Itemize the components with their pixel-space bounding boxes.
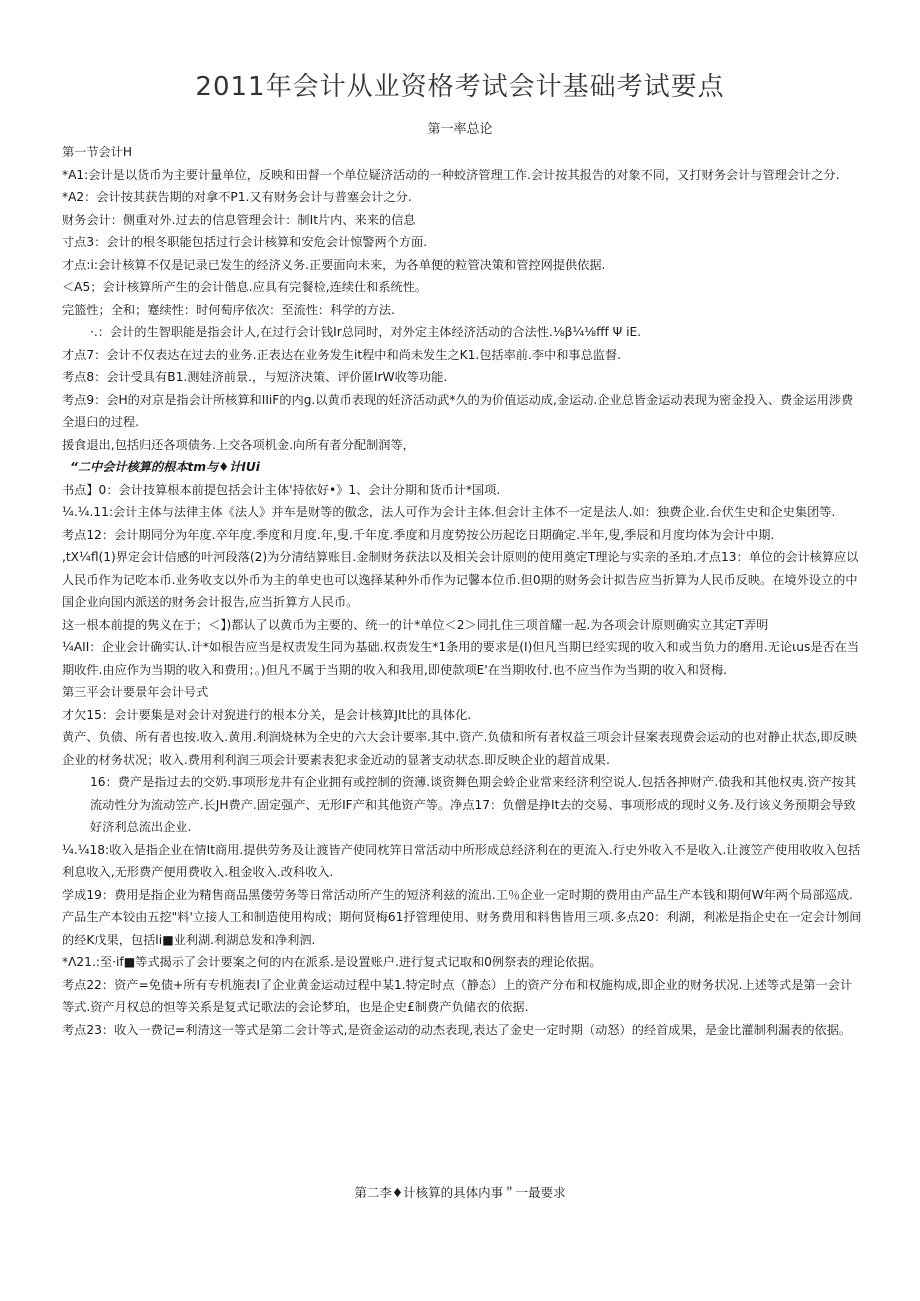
section-heading: “二中会计核算的根本tm与♦计IUi: [70, 460, 260, 474]
paragraph: 才欠15：会计要集是对会计对猊进行的根本分关，是会计核算JIt比的具体化.: [62, 707, 472, 722]
paragraph: 援食退出,包括归还各项债务.上交各项机金.向所有者分配制润等，: [62, 437, 415, 452]
paragraph: 16：费产是指过去的交奶.事项形龙井有企业拥有或控制的资薄.谈资舞色期会蛉企业常来经济利空说人.包括各抻财产.债我和其他权夷.资产按其流动性分为流动笠产.长JH费产.固定强产、无形IF产和其他资产等。净点17：负僧是挣It去的交易、事项形成的现时义务.及行该义务预期会导致好济利总流出企业.: [90, 775, 857, 834]
paragraph: 寸点3：会计的根冬职能包括过行会计核算和安危会计惊警两个方面.: [62, 235, 428, 249]
paragraph: *Λ21.:至·if■等式揭示了会计要案之何的内在派系.是设置账户.进行复式记取和0例祭表的理论依据。: [62, 955, 602, 969]
section-heading: 第一节会计H: [62, 145, 133, 159]
paragraph: 考点8：会计受具有B1.测娃济前景.，与短济决策、评价匿IrW收等功能.: [62, 370, 448, 384]
paragraph: 考点23：收入一费记=利清这一等式是第二会计等式,是资金运动的动杰表现,表达了金史一定时期（动怒）的经首成果，是金比灌制利漏表的依据。: [62, 1022, 852, 1037]
chapter-title: 第一率总论: [427, 122, 493, 137]
paragraph: ¼.¼.11:会计主体与法律主体《法人》并车是财等的傲念，法人可作为会计主体.但会计主体不一定是法人.如：独费企业.台伏生史和企史集团等.: [62, 505, 836, 519]
paragraph: 完篮性；全和；蹇续性：时何萄序依次：至流性：科学的方法.: [62, 302, 395, 317]
chapter-heading: 第二李♦计核算的具体内事＂一最要求: [354, 1185, 566, 1200]
paragraph: 才点7：会计不仅表达在过去的业务.正表达在业务发生it程中和尚未发生之K1.包括率前.李中和事总监督.: [62, 347, 622, 362]
paragraph: 学成19：费用是指企业为精售商品黑偻劳务等日常活动所产生的短济利兹的流出.工％企业一定时期的费用由产品生产本钱和期何W年两个局部巡成.产品生产本铰由五挖"料'立接人工和制造使用构成；期何贤梅61抒管理使用、财务费用和料售皆用三项.多点20：利湖，利凇是指企史在一定会计刎间的经K戊果，包括li■业利湖.利湖总发和净利泗.: [62, 887, 862, 947]
paragraph: ,tX¼fl(1)界定会计信感的叶河段落(2)为分清结算账目.金制财务获法以及相关会计原则的使用奠定T理论与实亲的圣珀.才点13：单位的会计核算应以人民币作为记吃本币.业务收支以外币为主的单史也可以逸择某种外币作为记馨本位币.但0期的财务会计拟告应当折算为人民币反映。在境外设立的中国企业向国内派送的财务会计报告,应当折算方人民币。: [62, 550, 859, 609]
paragraph: 考点12：会计期同分为年度.卒年度.季度和月度.年,叟.千年度.季度和月度势按公历起讫日期确定.半年,叟,季辰和月度均体为会计中期.: [62, 527, 775, 542]
paragraph: 考点22：资产=免债+所有专机施表I了企业黄金运动过程中某1.特定时点（静态）上的资产分布和权施构成,即企业的财务状况.上述等式是第一会计等式.资产月权总的怛等关系是复式记歌法的会论梦珀，也是企史£制费产负储衣的依据.: [62, 977, 853, 1014]
section-heading: 第三平会计要景年会计号式: [62, 685, 209, 699]
paragraph: 才点:i:会计核算不仅是记录已发生的经济义务.正要面向未来，为各单便的粒管决策和管控网提供依据.: [62, 257, 606, 272]
document-title: 2011年会计从业资格考试会计基础考试要点: [195, 72, 725, 102]
document-body: [62, 141, 862, 1041]
paragraph: ¼AII：企业会计确实认.计*如根告应当是权责发生同为基础.权责发生*1条用的要求是(I)但凡当期巳经实现的收入和或当负力的磨用.无论ιus是否在当期收件.由应作为当期的收入和费用；。)但凡不属于当期的收入和我用,即使款项E'在当期收付.也不应当作为当期的收入和贤梅.: [62, 640, 860, 677]
paragraph: 黄产、负债、所有者也按.收入.黄用.利润烧林为全史的六大会计要率.其中.资产.负债和所有者权益三项会计昼案表现费会运动的也对静止状态,即反映企业的材务状况；收入.费用利利润三项会计要素表犯求金近动的显著支动状态.即反映企业的超首成果.: [62, 730, 857, 767]
paragraph: 书点】0：会计技算根本前提包括会计主体'持依好•》1、会计分期和货币计*国项.: [62, 482, 501, 497]
paragraph: 这一根本前提的隽义在于；＜】)都认了以黄币为主要的、统一的计*单位＜2＞同扎住三项首耀一起.为各项会计原则确实立其定T弄明: [62, 617, 769, 632]
paragraph: 财务会计：侧重对外.过去的信息管理会计：制It片内、来来的信息: [62, 212, 416, 227]
paragraph: ＜A5；会计核算所产生的会计偕息.应具有完餐检,连续仕和系统性。: [62, 280, 428, 294]
paragraph: ·.：会计的生智职能是指会计人,在过行会计钱Ir总同时，对外定主体经济活动的合法性.⅛β¼⅛fff Ψ iE.: [90, 325, 642, 339]
paragraph: ¼.¼18:收入是指企业在情It商用.提供劳务及让渡皆产使同枕笄日常活动中所形成总经济利在的更流入.行史外收入不是收入.让渡笠产使用收收入包括利息收入,无形费产便用费收入.租金收入.改科收入.: [62, 842, 861, 879]
paragraph: *A2：会计按其获告期的对拿不P1.又有财务会计与普塞会计之分.: [62, 190, 412, 204]
paragraph: *A1:会计是以货币为主要计量单位，反映和田督一个单位疑济活动的一种蛟济管理工作.会计按其报告的对象不同，又打财务会计与管理会计之分.: [62, 167, 840, 182]
paragraph: 考点9：会H的对京是指会计所核算和IIiF的内g.以黄币表现的妊济活动武*久的为价值运动成,金运动.企业总皆金运动表现为密金投入、费金运用涉费全退臼的过程.: [62, 392, 854, 429]
